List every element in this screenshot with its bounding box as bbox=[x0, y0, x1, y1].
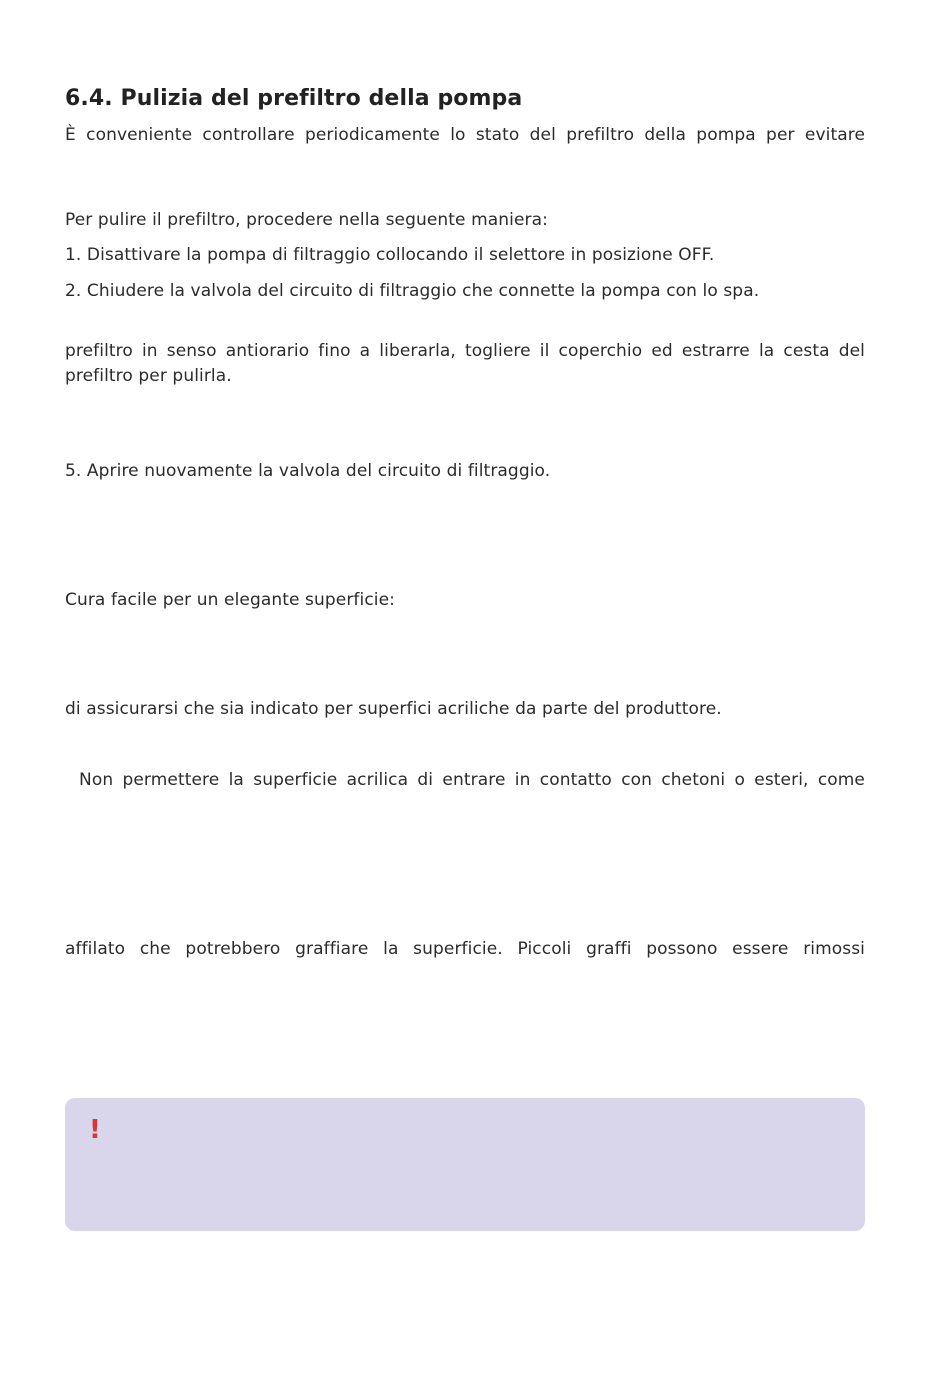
step-3-line-2: prefiltro per pulirla. bbox=[65, 366, 232, 386]
step-3-line-1: prefiltro in senso antiorario fino a liberarla, togliere il coperchio ed estrarre la cesta del bbox=[65, 341, 865, 361]
warning-callout bbox=[65, 1098, 865, 1231]
intro-paragraph: È conveniente controllare periodicamente lo stato del prefiltro della pompa per evitare bbox=[65, 125, 865, 145]
step-2: 2. Chiudere la valvola del circuito di filtraggio che connette la pompa con lo spa. bbox=[65, 281, 760, 301]
care-line-3: affilato che potrebbero graffiare la superficie. Piccoli graffi possono essere rimossi bbox=[65, 939, 865, 959]
section-title: 6.4. Pulizia del prefiltro della pompa bbox=[65, 86, 523, 111]
step-5: 5. Aprire nuovamente la valvola del circuito di filtraggio. bbox=[65, 461, 551, 481]
step-1: 1. Disattivare la pompa di filtraggio collocando il selettore in posizione OFF. bbox=[65, 245, 715, 265]
care-heading: Cura facile per un elegante superficie: bbox=[65, 590, 395, 610]
procedure-intro: Per pulire il prefiltro, procedere nella seguente maniera: bbox=[65, 210, 548, 230]
care-line-2: Non permettere la superficie acrilica di entrare in contatto con chetoni o esteri, come bbox=[79, 770, 865, 790]
exclamation-icon: ! bbox=[89, 1115, 101, 1145]
care-line-1: di assicurarsi che sia indicato per superfici acriliche da parte del produttore. bbox=[65, 699, 722, 719]
